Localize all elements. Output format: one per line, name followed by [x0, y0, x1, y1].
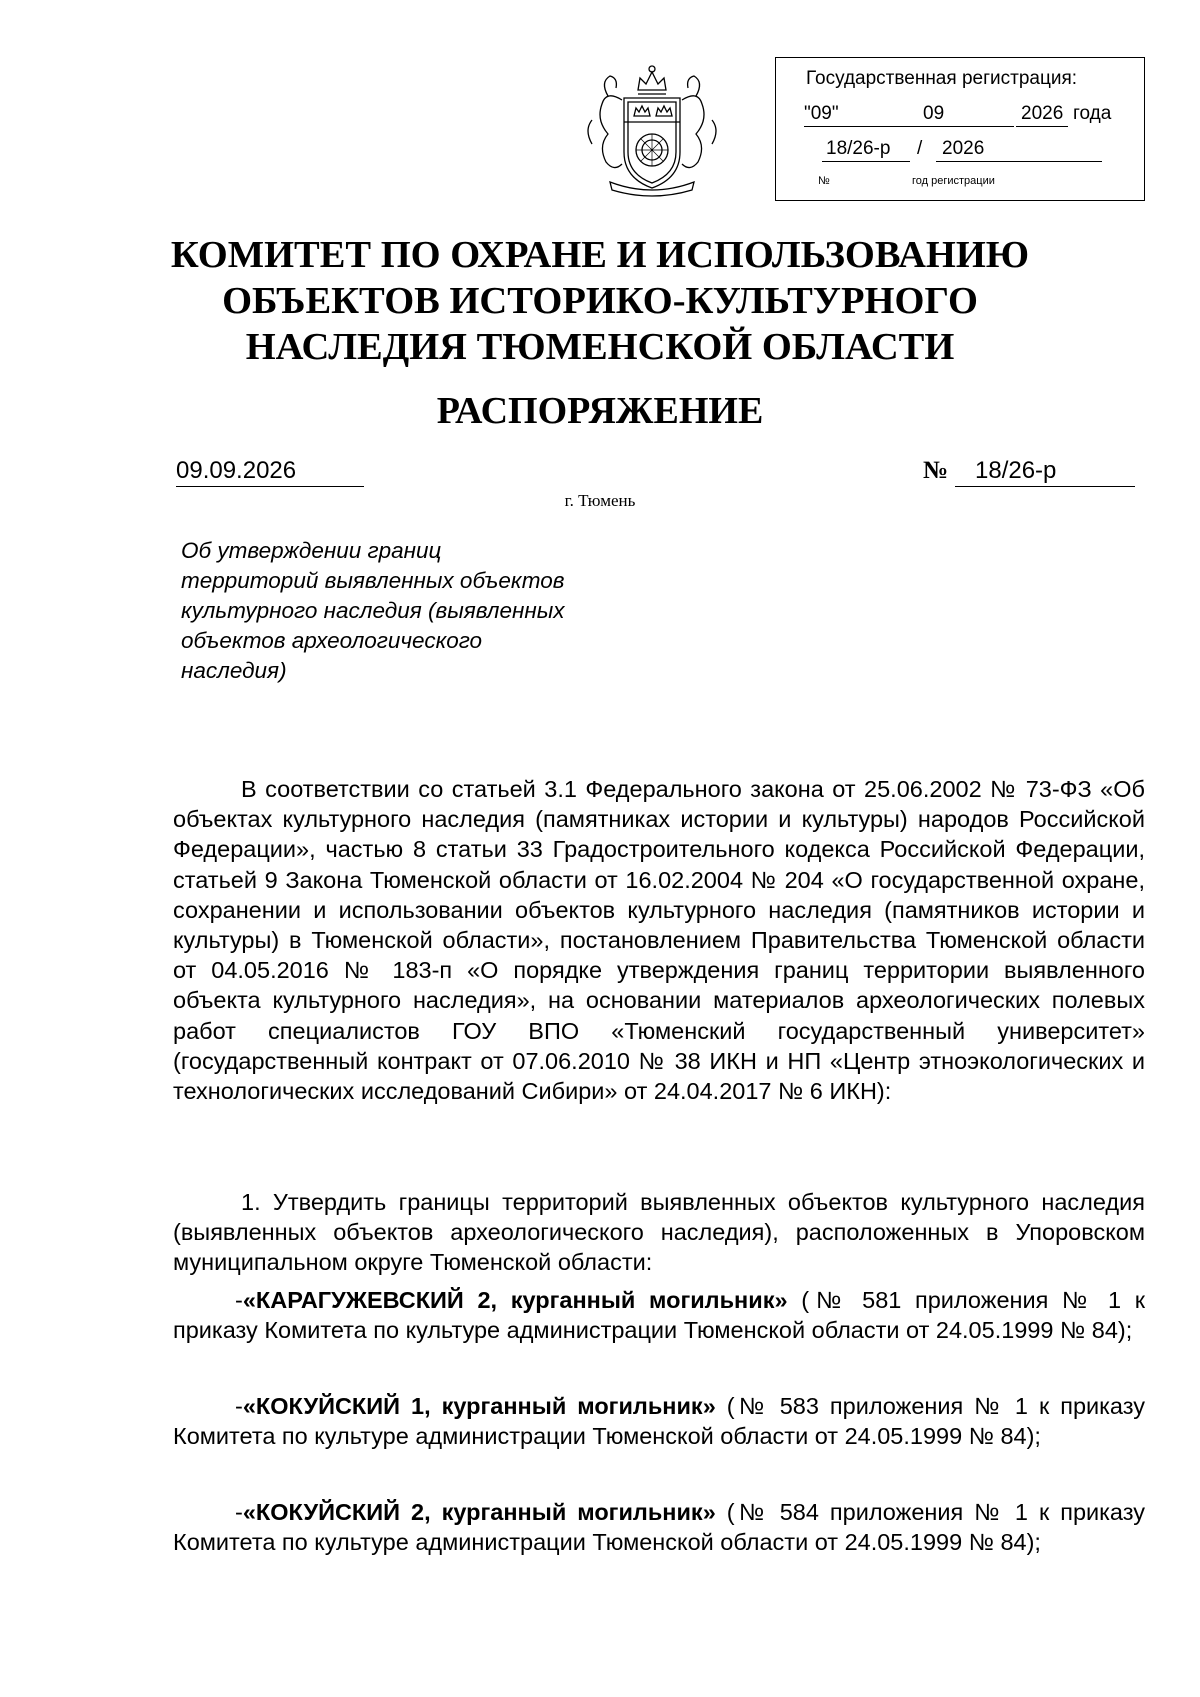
- registration-year-suffix: года: [1073, 103, 1112, 124]
- registration-caption-number: №: [818, 175, 830, 187]
- document-number-label: №: [923, 457, 949, 484]
- item-dash: -: [235, 1287, 243, 1313]
- item-dash: -: [235, 1393, 243, 1419]
- document-subject: [181, 536, 565, 686]
- preamble-paragraph: [173, 774, 1145, 1106]
- list-item: [173, 1497, 1145, 1557]
- registration-reg-year: 2026: [942, 138, 985, 159]
- item-name: «КОКУЙСКИЙ 1, курганный могильник»: [242, 1393, 716, 1419]
- registration-caption-year: год регистрации: [912, 175, 995, 187]
- item-name: «КОКУЙСКИЙ 2, курганный могильник»: [242, 1499, 716, 1525]
- subject-line-1: Об утверждении границ: [181, 538, 442, 563]
- org-line-3: НАСЛЕДИЯ ТЮМЕНСКОЙ ОБЛАСТИ: [245, 326, 955, 368]
- point-1-paragraph: [173, 1187, 1145, 1278]
- item-name: «КАРАГУЖЕВСКИЙ 2, курганный могильник»: [242, 1287, 788, 1313]
- item-reference: (№ 581 приложения № 1 к приказу Комитета по культуре администрации Тюменской области от 24.05.1999 № 84);: [173, 1287, 1145, 1344]
- list-item: [173, 1285, 1145, 1345]
- registration-day: "09": [804, 103, 839, 124]
- point-1-text: 1. Утвердить границы территорий выявленных объектов культурного наследия (выявленных объектов археологического наследия), расположенных в Упоровском муниципальном округе Тюменской области:: [173, 1189, 1145, 1276]
- organization-heading: [150, 232, 1050, 370]
- registration-title: Государственная регистрация:: [806, 68, 1078, 89]
- org-line-1: КОМИТЕТ ПО ОХРАНЕ И ИСПОЛЬЗОВАНИЮ: [170, 234, 1030, 276]
- item-dash: -: [235, 1499, 243, 1525]
- document-city: г. Тюмень: [564, 491, 636, 510]
- preamble-text: В соответствии со статьей 3.1 Федерального закона от 25.06.2002 № 73-ФЗ «Об объектах культурного наследия (памятниках истории и культуры) народов Российской Федерации», частью 8 статьи 33 Градостроительного кодекса Российской Федерации, статьей 9 Закона Тюменской области от 16.02.2004 № 204 «О государственной охране, сохранении и использовании объектов культурного наследия (памятников истории и культуры) в Тюменской области», постановлением Правительства Тюменской области от 04.05.2016 № 183-п «О порядке утверждения границ территории выявленного объекта культурного наследия», на основании материалов археологических полевых работ специалистов ГОУ ВПО «Тюменский государственный университет» (государственный контракт от 07.06.2010 № 38 ИКН и НП «Центр этноэкологических и технологических исследований Сибири» от 24.04.2017 № 6 ИКН):: [173, 776, 1145, 1105]
- subject-line-2: территорий выявленных объектов: [181, 568, 565, 593]
- registration-month: 09: [923, 103, 945, 124]
- registration-separator: /: [917, 138, 923, 159]
- item-reference: (№ 584 приложения № 1 к приказу Комитета по культуре администрации Тюменской области от 24.05.1999 № 84);: [173, 1499, 1146, 1556]
- document-number: 18/26-р: [955, 457, 1135, 487]
- coat-of-arms-icon: [578, 60, 726, 202]
- registration-number: 18/26-р: [826, 138, 891, 159]
- document-type: РАСПОРЯЖЕНИЕ: [436, 390, 764, 432]
- list-item: [173, 1391, 1145, 1451]
- document-date: 09.09.2026: [176, 457, 364, 487]
- subject-line-4: объектов археологического: [181, 628, 483, 653]
- registration-year: 2026: [1021, 103, 1064, 124]
- registration-stamp: [775, 57, 1145, 201]
- subject-line-5: наследия): [181, 658, 287, 683]
- org-line-2: ОБЪЕКТОВ ИСТОРИКО-КУЛЬТУРНОГО: [222, 280, 978, 322]
- subject-line-3: культурного наследия (выявленных: [181, 598, 565, 623]
- item-reference: (№ 583 приложения № 1 к приказу Комитета по культуре администрации Тюменской области от 24.05.1999 № 84);: [173, 1393, 1146, 1450]
